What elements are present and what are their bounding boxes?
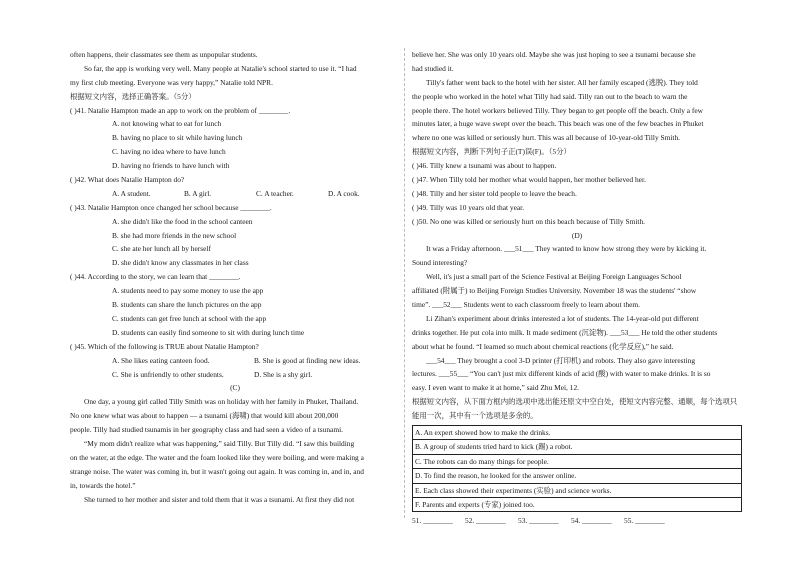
answer-option: A. She likes eating canteen food.: [112, 355, 210, 365]
text-line: easy. I even want to make it at home,” said Zhu Mei, 12.: [412, 383, 579, 393]
answer-option: D. She is a shy girl.: [254, 369, 313, 379]
answer-option: C. A teacher.: [256, 188, 294, 198]
text-line: strange noise. The water was coming in, but it wasn't going out again. It was coming in, and in, and: [70, 466, 364, 476]
answer-blank[interactable]: 53. ________: [518, 516, 559, 526]
text-line: One day, a young girl called Tilly Smith was on holiday with her family in Phuket, Thailand.: [84, 397, 359, 407]
text-line: D. she didn't know any classmates in her class: [112, 258, 249, 268]
answer-blank[interactable]: 51. ________: [412, 516, 453, 526]
text-line: minutes later, a huge wave swept over the beach. This beach was one of the few beaches in Phuket: [412, 119, 704, 129]
text-line: Sound interesting?: [412, 258, 468, 268]
text-line: 根据短文内容，判断下列句子正(T)误(F)。（5分）: [412, 147, 571, 157]
text-line: ___54___ They brought a cool 3-D printer (打印机) and robots. They also gave interesting: [426, 355, 696, 365]
text-line: Tilly's father went back to the hotel with her sister. All her family escaped (逃脱). They told: [426, 77, 698, 87]
text-line: ( )48. Tilly and her sister told people to leave the beach.: [412, 188, 577, 198]
text-line: [70, 187, 400, 201]
text-line: on the water, at the edge. The water and the foam looked like they were boiling, and were making a: [70, 452, 364, 462]
option-box-item: C. The robots can do many things for people.: [413, 455, 741, 469]
text-line: No one knew what was about to happen — a tsunami (海啸) that would kill about 200,000: [70, 411, 339, 421]
text-line: C. she ate her lunch all by herself: [112, 244, 211, 254]
answer-option: B. A girl.: [184, 188, 212, 198]
text-line: ( )41. Natalie Hampton made an app to work on the problem of ________.: [70, 105, 291, 115]
text-line: people. Tilly had studied tsunamis in her geography class and had seen a video of a tsunami.: [70, 425, 343, 435]
text-line: ( )49. Tilly was 10 years old that year.: [412, 202, 525, 212]
answer-option: A. A student.: [112, 188, 151, 198]
option-box-item: F. Parents and experts (专家) joined too.: [415, 500, 535, 509]
text-line: Well, it's just a small part of the Science Festival at Beijing Foreign Languages School: [426, 272, 682, 282]
answer-option: D. A cook.: [328, 188, 360, 198]
text-line: believe her. She was only 10 years old. Maybe she was just hoping to see a tsunami because she: [412, 50, 696, 59]
text-line: C. students can get free lunch at school with the app: [112, 313, 267, 323]
text-line: A. students need to pay some money to use the app: [112, 286, 264, 296]
text-line: A. not knowing what to eat for lunch: [112, 119, 222, 129]
text-line: D. students can easily find someone to sit with during lunch time: [112, 327, 305, 337]
text-line: ( )45. Which of the following is TRUE about Natalie Hampton?: [70, 341, 259, 351]
answer-blank[interactable]: 52. ________: [465, 516, 506, 526]
text-line: (C): [230, 383, 240, 393]
option-box-item: B. A group of students tried hard to kick (踢) a robot.: [413, 440, 741, 454]
option-box-item: D. To find the reason, he looked for the answer online.: [413, 469, 741, 483]
text-line: ( )50. No one was killed or seriously hurt on this beach because of Tilly Smith.: [412, 216, 645, 226]
text-line: time”. ___52___ Students went to each classroom freely to learn about them.: [412, 300, 641, 310]
answer-blanks: [412, 514, 742, 528]
text-line: the people who worked in the hotel what Tilly had said. Tilly ran out to the beach to warn the: [412, 91, 688, 101]
column-divider: [404, 48, 405, 518]
right-column: [412, 48, 742, 528]
text-line: affiliated (附属于) to Beijing Foreign Studies University. November 18 was the students' “show: [412, 286, 697, 296]
answer-blank[interactable]: 54. ________: [571, 516, 612, 526]
text-line: people there. The hotel workers believed Tilly. They began to get people off the beach. Only a few: [412, 105, 703, 115]
text-line: ( )44. According to the story, we can learn that ________.: [70, 272, 241, 282]
option-box-item: A. An expert showed how to make the drinks.: [413, 426, 741, 440]
text-line: ( )46. Tilly knew a tsunami was about to happen.: [412, 161, 557, 171]
option-box: [412, 425, 742, 512]
option-box-item: E. Each class showed their experiments (实验) and science works.: [413, 484, 741, 498]
text-line: (D): [571, 230, 583, 240]
answer-blank[interactable]: 55. ________: [624, 516, 665, 526]
text-line: So far, the app is working very well. Many people at Natalie's school started to use it. “I had: [84, 63, 357, 73]
text-line: my first club meeting. Everyone was very happy,” Natalie told NPR.: [70, 77, 273, 87]
text-line: [70, 354, 400, 368]
text-line: B. students can share the lunch pictures on the app: [112, 300, 262, 310]
text-line: ( )43. Natalie Hampton once changed her school because ________.: [70, 202, 272, 212]
text-line: It was a Friday afternoon. ___51___ They wanted to know how strong they were by kicking it.: [426, 244, 707, 254]
text-line: [70, 368, 400, 382]
text-line: 能用一次，其中有一个选项是多余的。: [412, 411, 538, 421]
text-line: “My mom didn't realize what was happening,” said Tilly. But Tilly did. “I saw this building: [84, 438, 355, 448]
left-column: [70, 48, 400, 506]
text-line: B. she had more friends in the new school: [112, 230, 237, 240]
text-line: about what he found. “I learned so much about chemical reactions (化学反应),” he said.: [412, 341, 674, 351]
text-line: lectures. ___55___ “You can't just mix different kinds of acid (酸) with water to make drinks. It is so: [412, 369, 711, 379]
text-line: She turned to her mother and sister and told them that it was a tsunami. At first they did not: [84, 494, 355, 504]
text-line: B. having no place to sit while having lunch: [112, 133, 243, 143]
answer-option: C. She is unfriendly to other students.: [112, 369, 224, 379]
text-line: drinks together. He put cola into milk. It made sediment (沉淀物). ___53___ He told the other students: [412, 327, 718, 337]
text-line: in, towards the hotel.”: [70, 480, 136, 490]
text-line: C. having no idea where to have lunch: [112, 147, 226, 157]
answer-option: B. She is good at finding new ideas.: [254, 355, 361, 365]
text-line: ( )47. When Tilly told her mother what would happen, her mother believed her.: [412, 175, 646, 185]
text-line: 根据短文内容，从下面方框内的选项中选出能还原文中空白处，使短文内容完整、通顺，每个选项只: [412, 397, 738, 407]
text-line: often happens, their classmates see them as unpopular students.: [70, 50, 258, 59]
text-line: ( )42. What does Natalie Hampton do?: [70, 175, 185, 185]
text-line: where no one was killed or seriously hurt. This was all because of 10-year-old Tilly Smith.: [412, 133, 680, 143]
text-line: Li Zihan's experiment about drinks interested a lot of students. The 14-year-old put different: [426, 313, 699, 323]
text-line: D. having no friends to have lunch with: [112, 161, 230, 171]
text-line: A. she didn't like the food in the school canteen: [112, 216, 253, 226]
text-line: had studied it.: [412, 63, 454, 73]
text-line: 根据短文内容，选择正确答案。（5分）: [70, 91, 196, 101]
